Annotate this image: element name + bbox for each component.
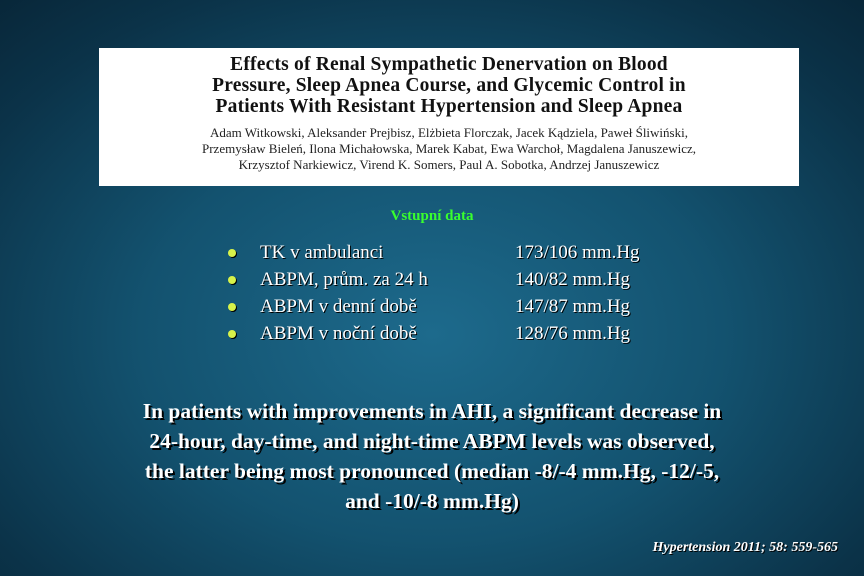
list-item (228, 296, 688, 323)
list-item (228, 269, 688, 296)
author-line: Krzysztof Narkiewicz, Virend K. Somers, Paul A. Sobotka, Andrzej Januszewicz (238, 157, 660, 172)
paper-title (99, 54, 799, 117)
conclusion-line: 24-hour, day-time, and night-time ABPM levels was observed, (149, 429, 715, 453)
bullet-icon (228, 303, 236, 311)
list-item (228, 323, 688, 350)
paper-title-line: Patients With Resistant Hypertension and Sleep Apnea (215, 96, 683, 117)
paper-title-line: Pressure, Sleep Apnea Course, and Glycemic Control in (212, 75, 686, 96)
conclusion-text (40, 396, 824, 516)
conclusion-line: and -10/-8 mm.Hg) (345, 489, 519, 513)
paper-title-line: Effects of Renal Sympathetic Denervation on Blood (230, 54, 668, 75)
stat-label: ABPM v denní době (260, 296, 417, 317)
stat-label: ABPM v noční době (260, 323, 417, 344)
author-line: Przemysław Bieleń, Ilona Michałowska, Marek Kabat, Ewa Warchoł, Magdalena Januszewicz, (202, 141, 696, 156)
stat-label: ABPM, prům. za 24 h (260, 269, 428, 290)
stat-label: TK v ambulanci (260, 242, 384, 263)
section-heading: Vstupní data (390, 208, 474, 224)
bullet-icon (228, 276, 236, 284)
stat-value: 128/76 mm.Hg (515, 323, 631, 344)
conclusion-line: the latter being most pronounced (median -8/-4 mm.Hg, -12/-5, (144, 459, 720, 483)
bullet-icon (228, 249, 236, 257)
stat-value: 173/106 mm.Hg (515, 242, 640, 263)
list-item (228, 242, 688, 269)
citation: Hypertension 2011; 58: 559-565 (652, 540, 838, 555)
stat-value: 140/82 mm.Hg (515, 269, 631, 290)
stat-value: 147/87 mm.Hg (515, 296, 631, 317)
bullet-icon (228, 330, 236, 338)
author-line: Adam Witkowski, Aleksander Prejbisz, Elżbieta Florczak, Jacek Kądziela, Paweł Śliwiński, (210, 125, 688, 140)
conclusion-line: In patients with improvements in AHI, a significant decrease in (142, 399, 722, 423)
paper-title-image (99, 48, 799, 186)
input-data-list (228, 242, 688, 350)
paper-authors (99, 125, 799, 173)
